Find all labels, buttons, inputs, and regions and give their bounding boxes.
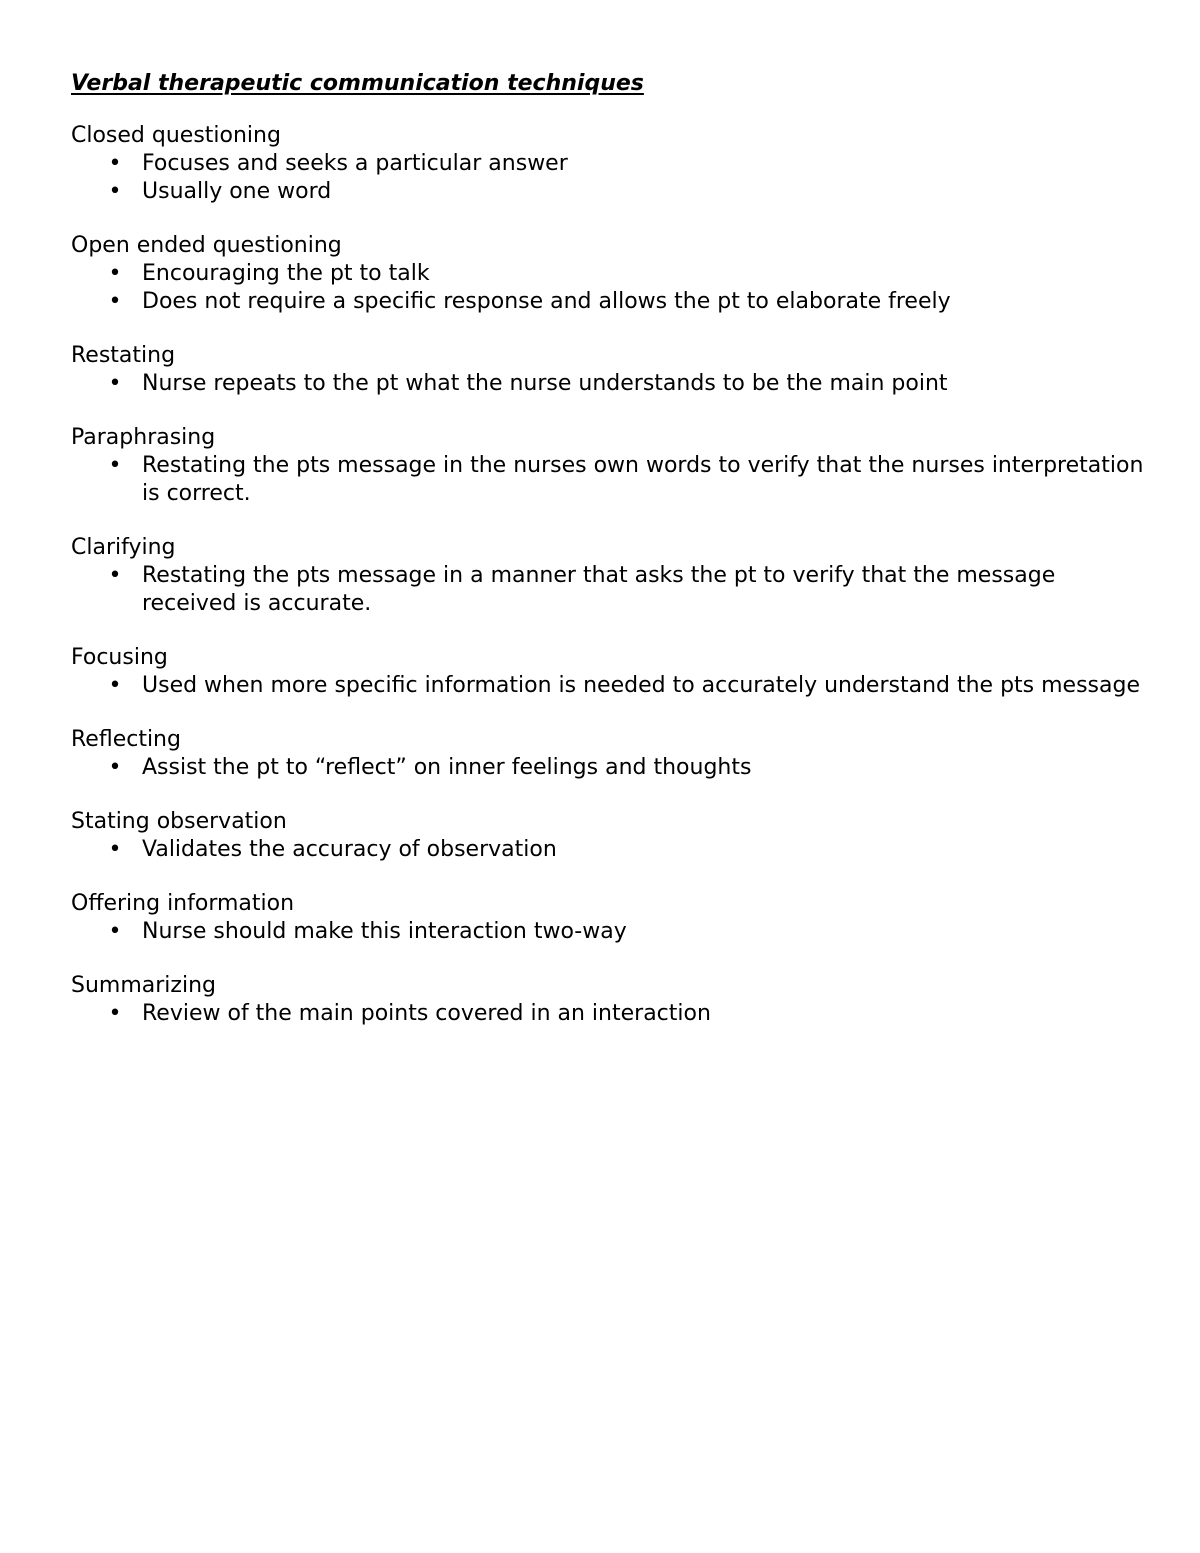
list-item-text: Review of the main points covered in an interaction — [142, 1001, 711, 1026]
list-item — [71, 150, 1151, 178]
list-item — [71, 562, 1151, 618]
bullet-icon: • — [108, 371, 122, 396]
bullet-icon: • — [108, 151, 122, 176]
section-heading: Paraphrasing — [71, 425, 216, 450]
list-item-text: Focuses and seeks a particular answer — [142, 151, 568, 176]
list-item — [71, 836, 1151, 864]
document-page — [71, 68, 1151, 1054]
list-item-text: Assist the pt to “reflect” on inner feelings and thoughts — [142, 755, 752, 780]
list-item-text: Encouraging the pt to talk — [142, 261, 430, 286]
bullet-list — [71, 1000, 1151, 1028]
list-item — [71, 672, 1151, 700]
bullet-icon: • — [108, 261, 122, 286]
section-heading: Closed questioning — [71, 123, 281, 148]
bullet-list — [71, 836, 1151, 864]
bullet-list — [71, 562, 1151, 618]
list-item-text: Does not require a specific response and allows the pt to elaborate freely — [142, 289, 951, 314]
bullet-icon: • — [108, 673, 122, 698]
section — [71, 972, 1151, 1028]
bullet-icon: • — [108, 289, 122, 314]
bullet-list — [71, 754, 1151, 782]
bullet-list — [71, 150, 1151, 206]
section — [71, 808, 1151, 864]
section-heading: Clarifying — [71, 535, 176, 560]
bullet-list — [71, 918, 1151, 946]
section — [71, 232, 1151, 316]
section — [71, 726, 1151, 782]
section — [71, 534, 1151, 618]
list-item — [71, 260, 1151, 288]
bullet-list — [71, 260, 1151, 316]
bullet-icon: • — [108, 919, 122, 944]
section-heading: Stating observation — [71, 809, 287, 834]
section — [71, 644, 1151, 700]
document-title: Verbal therapeutic communication techniques — [71, 71, 644, 96]
list-item-text: Restating the pts message in the nurses own words to verify that the nurses interpretation is correct. — [142, 453, 1144, 506]
bullet-icon: • — [108, 453, 122, 478]
bullet-icon: • — [108, 1001, 122, 1026]
section-heading: Open ended questioning — [71, 233, 342, 258]
list-item-text: Used when more specific information is needed to accurately understand the pts message — [142, 673, 1140, 698]
section-heading: Summarizing — [71, 973, 216, 998]
section — [71, 890, 1151, 946]
sections-container — [71, 122, 1151, 1028]
section — [71, 122, 1151, 206]
bullet-icon: • — [108, 837, 122, 862]
bullet-list — [71, 672, 1151, 700]
list-item — [71, 178, 1151, 206]
list-item-text: Nurse should make this interaction two-way — [142, 919, 627, 944]
section-heading: Offering information — [71, 891, 295, 916]
list-item-text: Nurse repeats to the pt what the nurse understands to be the main point — [142, 371, 948, 396]
list-item — [71, 288, 1151, 316]
list-item — [71, 918, 1151, 946]
list-item — [71, 1000, 1151, 1028]
bullet-list — [71, 452, 1151, 508]
section — [71, 424, 1151, 508]
list-item-text: Restating the pts message in a manner that asks the pt to verify that the message received is accurate. — [142, 563, 1056, 616]
bullet-icon: • — [108, 179, 122, 204]
list-item — [71, 754, 1151, 782]
list-item — [71, 452, 1151, 508]
list-item-text: Validates the accuracy of observation — [142, 837, 557, 862]
section — [71, 342, 1151, 398]
section-heading: Focusing — [71, 645, 168, 670]
section-heading: Reflecting — [71, 727, 181, 752]
section-heading: Restating — [71, 343, 176, 368]
bullet-icon: • — [108, 563, 122, 588]
list-item — [71, 370, 1151, 398]
bullet-list — [71, 370, 1151, 398]
list-item-text: Usually one word — [142, 179, 332, 204]
bullet-icon: • — [108, 755, 122, 780]
